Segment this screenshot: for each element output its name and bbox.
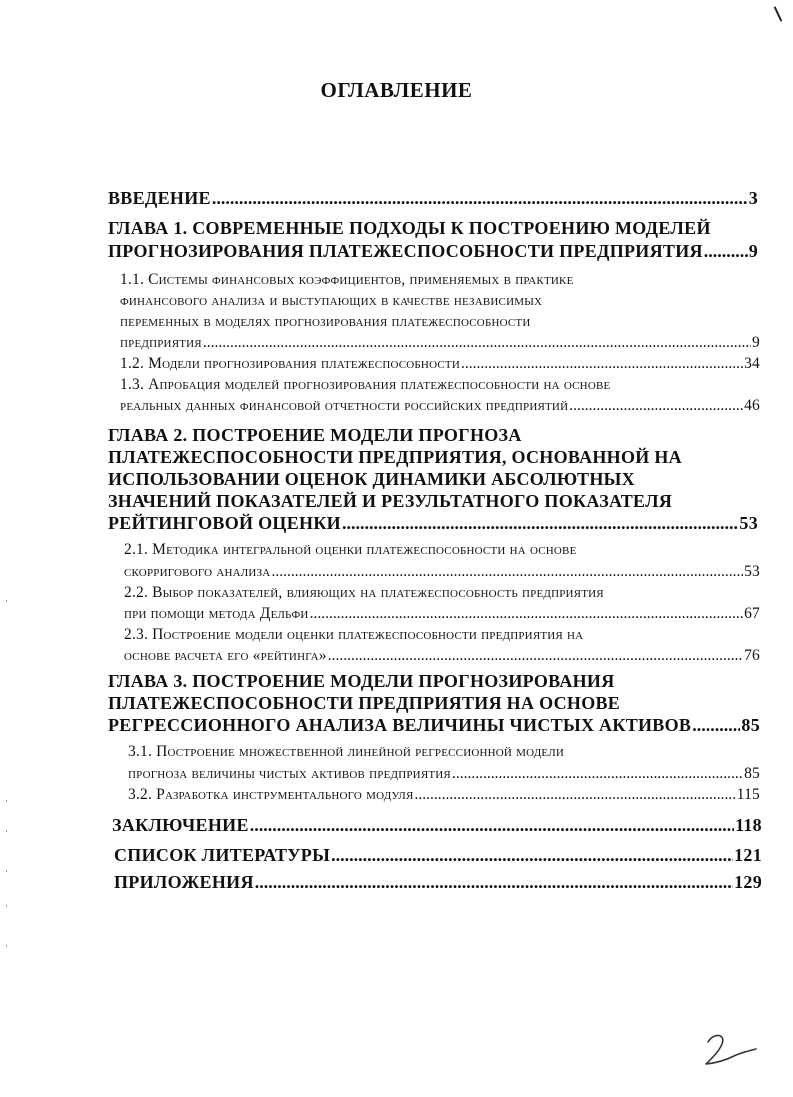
leader-dots <box>310 605 744 623</box>
toc-page-number: 118 <box>735 815 762 835</box>
toc-section-1-1-line-4[interactable] <box>120 334 760 352</box>
toc-section-1-2[interactable] <box>120 355 760 373</box>
toc-entry-label: ПРОГНОЗИРОВАНИЯ ПЛАТЕЖЕСПОСОБНОСТИ ПРЕДПРИЯТИЯ <box>108 241 703 261</box>
toc-entry-label: основе расчета его «рейтинга» <box>124 647 327 664</box>
toc-page-number: 53 <box>744 563 760 580</box>
scan-speck <box>6 600 7 602</box>
page-title: ОГЛАВЛЕНИЕ <box>320 78 473 102</box>
toc-chapter-2-line-5[interactable] <box>108 513 758 534</box>
toc-page-number: 85 <box>744 765 760 782</box>
leader-dots <box>212 188 748 209</box>
toc-entry-label: РЕЙТИНГОВОЙ ОЦЕНКИ <box>108 513 341 533</box>
toc-section-3-1-line-2[interactable] <box>128 765 760 783</box>
toc-section-2-3-line-2[interactable] <box>124 647 760 665</box>
toc-entry-label: при помощи метода Дельфи <box>124 605 309 622</box>
leader-dots <box>328 647 743 665</box>
toc-chapter-3-line-2[interactable]: ПЛАТЕЖЕСПОСОБНОСТИ ПРЕДПРИЯТИЯ НА ОСНОВЕ <box>108 693 621 713</box>
leader-dots <box>203 334 751 352</box>
leader-dots <box>331 845 733 866</box>
toc-chapter-1-line-2[interactable] <box>108 241 758 262</box>
scan-speck <box>6 870 7 872</box>
toc-chapter-2-line-2[interactable]: ПЛАТЕЖЕСПОСОБНОСТИ ПРЕДПРИЯТИЯ, ОСНОВАННОЙ НА <box>108 447 682 467</box>
toc-section-2-1-line-2[interactable] <box>124 563 760 581</box>
toc-section-2-2-line-1[interactable]: 2.2. Выбор показателей, влияющих на платежеспособность предприятия <box>124 584 604 601</box>
toc-chapter-3-line-3[interactable] <box>108 715 760 736</box>
toc-section-2-2-line-2[interactable] <box>124 605 760 623</box>
toc-page-number: 34 <box>744 355 760 372</box>
leader-dots <box>415 786 736 804</box>
toc-entry-conclusion[interactable] <box>112 815 762 836</box>
toc-chapter-2-line-4[interactable]: ЗНАЧЕНИЙ ПОКАЗАТЕЛЕЙ И РЕЗУЛЬТАТНОГО ПОКАЗАТЕЛЯ <box>108 491 673 511</box>
toc-page-number: 3 <box>748 188 758 208</box>
toc-section-2-3-line-1[interactable]: 2.3. Построение модели оценки платежеспособности предприятия на <box>124 626 584 643</box>
toc-entry-label: скорригового анализа <box>124 563 271 580</box>
toc-entry-appendices[interactable] <box>114 872 762 893</box>
leader-dots <box>250 815 734 836</box>
scan-mark <box>774 6 783 21</box>
toc-section-1-3-line-2[interactable] <box>120 397 760 415</box>
toc-section-3-1-line-1[interactable]: 3.1. Построение множественной линейной регрессионной модели <box>128 743 565 760</box>
toc-page-number: 46 <box>744 397 760 414</box>
leader-dots <box>704 241 748 262</box>
toc-section-2-1-line-1[interactable]: 2.1. Методика интегральной оценки платежеспособности на основе <box>124 541 577 558</box>
toc-page-number: 115 <box>736 786 760 803</box>
toc-entry-label: предприятия <box>120 334 202 351</box>
toc-entry-label: реальных данных финансовой отчетности российских предприятий <box>120 397 569 414</box>
toc-page-number: 121 <box>734 845 762 865</box>
leader-dots <box>255 872 733 893</box>
toc-page-number: 67 <box>744 605 760 622</box>
toc-chapter-2-line-1[interactable]: ГЛАВА 2. ПОСТРОЕНИЕ МОДЕЛИ ПРОГНОЗА <box>108 425 522 445</box>
toc-chapter-3-line-1[interactable]: ГЛАВА 3. ПОСТРОЕНИЕ МОДЕЛИ ПРОГНОЗИРОВАНИЯ <box>108 671 615 691</box>
toc-entry-label: РЕГРЕССИОННОГО АНАЛИЗА ВЕЛИЧИНЫ ЧИСТЫХ АКТИВОВ <box>108 715 692 735</box>
leader-dots <box>271 563 743 581</box>
leader-dots <box>452 765 743 783</box>
toc-page-number: 76 <box>744 647 760 664</box>
toc-page-number: 53 <box>739 513 758 533</box>
toc-section-1-1-line-3[interactable]: переменных в моделях прогнозирования платежеспособности <box>120 313 531 330</box>
leader-dots <box>692 715 740 736</box>
scan-speck <box>6 945 7 947</box>
toc-entry-label: 3.2. Разработка инструментального модуля <box>128 786 414 803</box>
toc-section-1-1-line-1[interactable]: 1.1. Системы финансовых коэффициентов, применяемых в практике <box>120 271 574 288</box>
toc-entry-label: СПИСОК ЛИТЕРАТУРЫ <box>114 845 331 865</box>
toc-entry-references[interactable] <box>114 845 762 866</box>
leader-dots <box>342 513 738 534</box>
scan-speck <box>6 830 7 832</box>
toc-entry-label: 1.2. Модели прогнозирования платежеспособности <box>120 355 460 372</box>
toc-entry-label: ВВЕДЕНИЕ <box>108 188 211 208</box>
leader-dots <box>461 355 743 373</box>
toc-page-number: 85 <box>741 715 760 735</box>
toc-entry-label: прогноза величины чистых активов предприятия <box>128 765 451 782</box>
leader-dots <box>569 397 743 415</box>
handwritten-page-number-2 <box>700 1030 760 1070</box>
toc-entry-label: ПРИЛОЖЕНИЯ <box>114 872 254 892</box>
toc-entry-label: ЗАКЛЮЧЕНИЕ <box>112 815 249 835</box>
toc-section-1-1-line-2[interactable]: финансового анализа и выступающих в качестве независимых <box>120 292 543 309</box>
toc-section-1-3-line-1[interactable]: 1.3. Апробация моделей прогнозирования платежеспособности на основе <box>120 376 611 393</box>
toc-section-3-2[interactable] <box>128 786 760 804</box>
toc-chapter-2-line-3[interactable]: ИСПОЛЬЗОВАНИИ ОЦЕНОК ДИНАМИКИ АБСОЛЮТНЫХ <box>108 469 635 489</box>
toc-page-number: 9 <box>748 241 758 261</box>
toc-page-number: 9 <box>752 334 760 351</box>
toc-page-number: 129 <box>734 872 762 892</box>
toc-chapter-1-line-1[interactable]: ГЛАВА 1. СОВРЕМЕННЫЕ ПОДХОДЫ К ПОСТРОЕНИЮ МОДЕЛЕЙ <box>108 218 711 238</box>
scan-speck <box>6 905 7 907</box>
toc-entry-introduction[interactable] <box>108 188 758 209</box>
scan-speck <box>6 800 7 802</box>
